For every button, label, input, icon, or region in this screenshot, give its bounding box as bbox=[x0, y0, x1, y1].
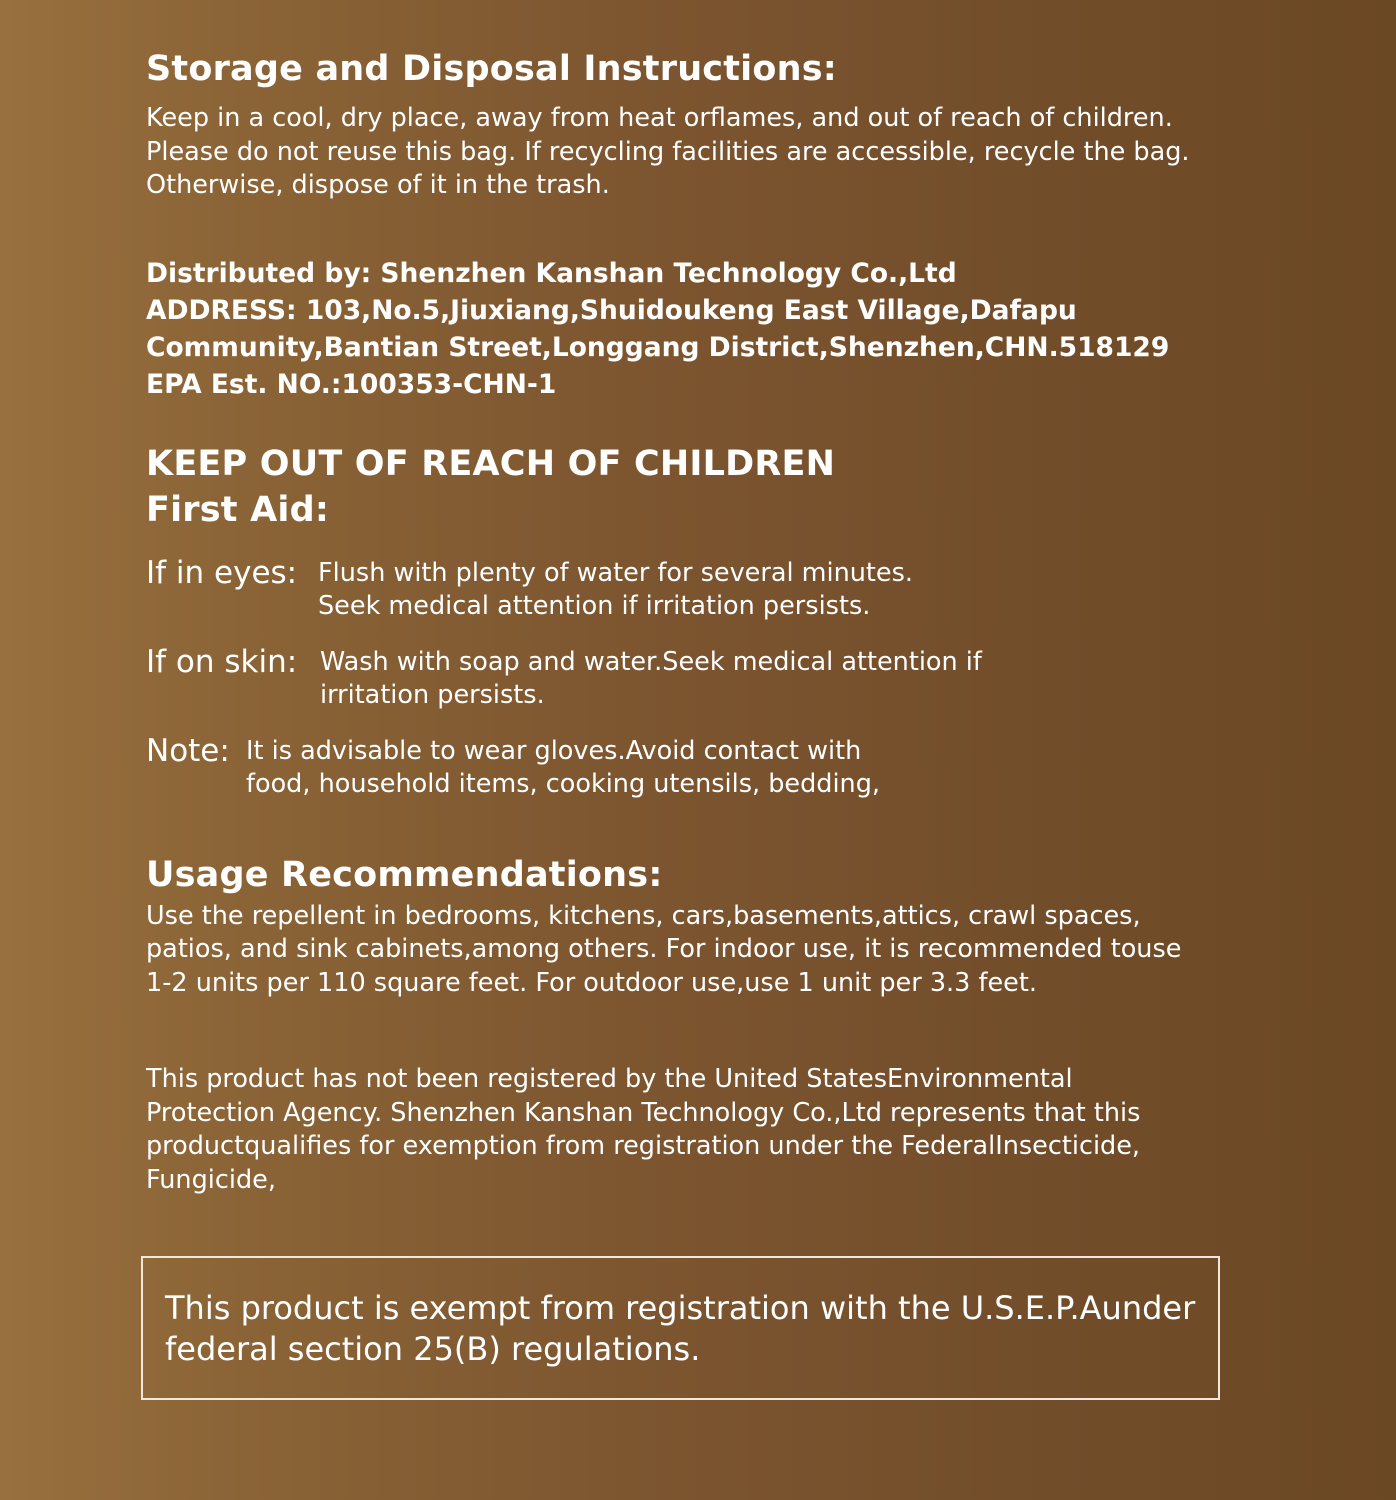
first-aid-item-eyes bbox=[146, 553, 1256, 624]
notice-line: productqualifies for exemption from registration under the FederalInsecticide, bbox=[146, 1131, 1141, 1161]
notice-line: This product has not been registered by the United StatesEnvironmental bbox=[146, 1064, 1073, 1094]
first-aid-term: If on skin: bbox=[146, 643, 298, 680]
registration-notice bbox=[146, 1063, 1256, 1197]
distributor-address-line: Community,Bantian Street,Longgang District,Shenzhen,CHN.518129 bbox=[146, 331, 1170, 363]
instruction-line: Wash with soap and water.Seek medical attention if bbox=[320, 646, 982, 677]
first-aid-term: Note: bbox=[146, 732, 230, 769]
first-aid-item-note bbox=[146, 731, 1256, 802]
exemption-text bbox=[165, 1288, 1195, 1370]
notice-line: Protection Agency. Shenzhen Kanshan Technology Co.,Ltd represents that this bbox=[146, 1097, 1141, 1128]
label-content bbox=[146, 46, 1256, 1197]
instruction-line: Flush with plenty of water for several minutes. bbox=[318, 557, 913, 588]
storage-line: Otherwise, dispose of it in the trash. bbox=[146, 170, 610, 200]
instruction-line: irritation persists. bbox=[320, 680, 545, 710]
instruction-line: It is advisable to wear gloves.Avoid contact with bbox=[246, 735, 862, 766]
storage-title: Storage and Disposal Instructions: bbox=[146, 49, 837, 89]
epa-establishment-number: EPA Est. NO.:100353-CHN-1 bbox=[146, 368, 557, 400]
storage-line: Please do not reuse this bag. If recycling facilities are accessible, recycle the bag. bbox=[146, 136, 1190, 167]
instruction-line: food, household items, cooking utensils, bedding, bbox=[246, 769, 881, 799]
distributor-info bbox=[146, 255, 1256, 403]
first-aid-title: First Aid: bbox=[146, 489, 330, 530]
usage-line: Use the repellent in bedrooms, kitchens, cars,basements,attics, crawl spaces, bbox=[146, 900, 1141, 931]
first-aid-term: If in eyes: bbox=[146, 554, 298, 591]
notice-line: Fungicide, bbox=[146, 1164, 276, 1195]
instruction-line: Seek medical attention if irritation persists. bbox=[318, 591, 871, 621]
exemption-line: This product is exempt from registration with the U.S.E.P.Aunder bbox=[165, 1289, 1196, 1327]
first-aid-instructions bbox=[246, 731, 880, 802]
first-aid-instructions bbox=[320, 642, 982, 713]
usage-line: patios, and sink cabinets,among others. For indoor use, it is recommended touse bbox=[146, 934, 1182, 964]
child-warning: KEEP OUT OF REACH OF CHILDREN bbox=[146, 443, 836, 484]
exemption-line: federal section 25(B) regulations. bbox=[165, 1330, 701, 1368]
distributor-address-line: ADDRESS: 103,No.5,Jiuxiang,Shuidoukeng East Village,Dafapu bbox=[146, 294, 1077, 326]
usage-title: Usage Recommendations: bbox=[146, 854, 663, 895]
first-aid-item-skin bbox=[146, 642, 1256, 713]
distributor-name: Distributed by: Shenzhen Kanshan Technology Co.,Ltd bbox=[146, 257, 957, 289]
first-aid-list bbox=[146, 533, 1256, 802]
usage-text bbox=[146, 900, 1256, 1001]
first-aid-instructions bbox=[318, 553, 913, 624]
usage-line: 1-2 units per 110 square feet. For outdoor use,use 1 unit per 3.3 feet. bbox=[146, 967, 1037, 998]
storage-section bbox=[146, 46, 1256, 203]
storage-text bbox=[146, 102, 1256, 203]
usage-section bbox=[146, 852, 1256, 1001]
storage-line: Keep in a cool, dry place, away from heat orflames, and out of reach of children. bbox=[146, 103, 1173, 133]
exemption-box bbox=[141, 1256, 1220, 1400]
